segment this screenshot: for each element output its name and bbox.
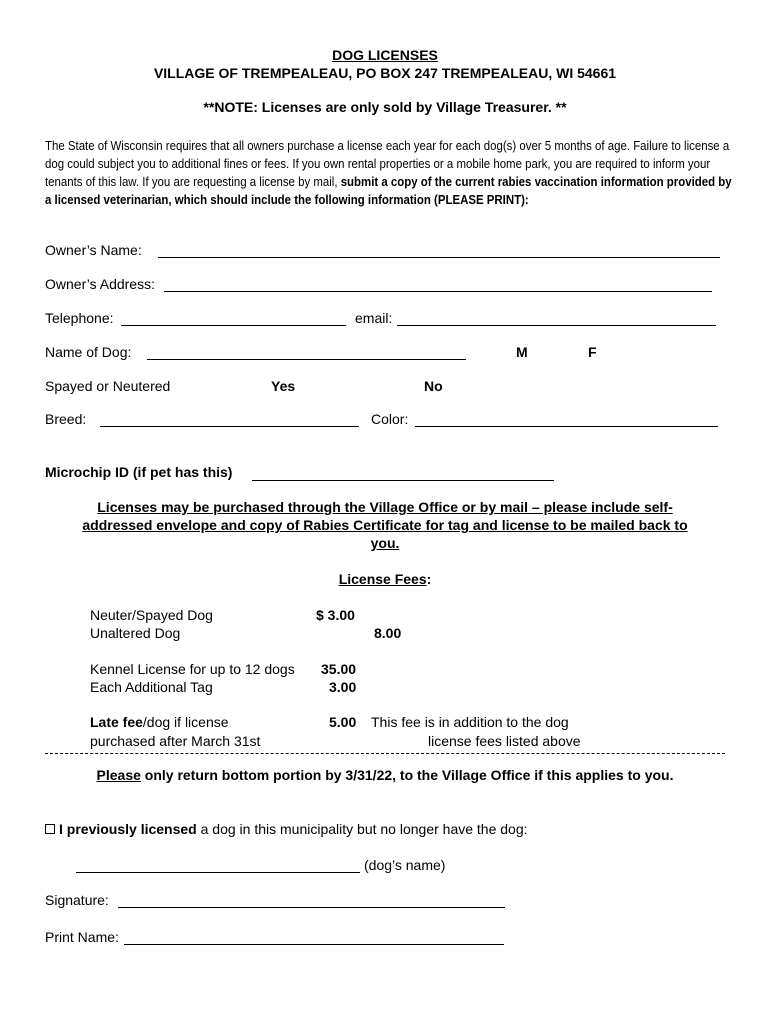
late-fee-label-line2: purchased after March 31st — [90, 733, 261, 749]
signature-label: Signature: — [45, 892, 109, 908]
late-fee-note-line2: license fees listed above — [428, 733, 581, 749]
previously-licensed-statement — [45, 821, 528, 837]
license-fees-heading — [0, 571, 770, 587]
fee-value-unaltered: 8.00 — [374, 625, 402, 641]
return-note — [0, 767, 770, 783]
license-fees-heading-text: License Fees — [338, 571, 427, 587]
previously-licensed-bold: I previously licensed — [59, 821, 197, 837]
cut-line-divider — [45, 753, 725, 754]
microchip-field[interactable] — [252, 480, 554, 481]
license-fees-heading-colon: : — [426, 571, 432, 587]
fee-label-unaltered: Unaltered Dog — [90, 625, 181, 641]
color-label: Color: — [371, 411, 409, 427]
telephone-label: Telephone: — [45, 310, 114, 326]
late-fee-note-line1: This fee is in addition to the dog — [371, 714, 569, 730]
fee-value-neuter-spayed: $ 3.00 — [316, 607, 355, 623]
return-note-rest: only return bottom portion by 3/31/22, to the Village Office if this applies to you. — [140, 767, 674, 783]
email-label: email: — [355, 310, 393, 326]
telephone-field[interactable] — [121, 325, 346, 326]
signature-field[interactable] — [118, 907, 505, 908]
male-option[interactable]: M — [516, 344, 528, 360]
dog-name-label: Name of Dog: — [45, 344, 132, 360]
intro-text: The State of Wisconsin requires that all owners purchase a license each year for each dog(s) over 5 months of age. Failure to license a dog could subject you to additional fines or fees. If you own rental properties or a mobile home park, you are required to inform your tenants of this law. If you are requesting a license by mail, — [45, 138, 730, 189]
email-field[interactable] — [397, 325, 716, 326]
previous-dog-name-label: (dog’s name) — [364, 857, 446, 873]
owner-name-field[interactable] — [158, 257, 720, 258]
breed-label: Breed: — [45, 411, 87, 427]
breed-field[interactable] — [100, 426, 359, 427]
owner-name-label: Owner’s Name: — [45, 242, 142, 258]
intro-bold-text: submit a copy of the current rabies vaccination information provided by a licensed veterinarian, which should include the following information (PLEASE PRINT): — [45, 174, 732, 207]
late-fee-label-bold: Late fee — [90, 714, 143, 730]
spayed-no-option[interactable]: No — [424, 378, 443, 394]
print-name-label: Print Name: — [45, 929, 119, 945]
purchase-note-line1: Licenses may be purchased through the Village Office or by mail – please include self- — [97, 499, 673, 515]
purchase-note-line2: addressed envelope and copy of Rabies Certificate for tag and license to be mailed back to — [82, 517, 688, 533]
purchase-note-line3: you. — [370, 535, 400, 551]
owner-address-field[interactable] — [164, 291, 712, 292]
print-name-field[interactable] — [124, 944, 504, 945]
previously-licensed-checkbox[interactable] — [45, 824, 55, 834]
late-fee-value: 5.00 — [329, 714, 357, 730]
microchip-label: Microchip ID (if pet has this) — [45, 464, 233, 480]
return-note-underlined: Please — [96, 767, 141, 783]
late-fee-label — [90, 714, 229, 730]
previously-licensed-rest: a dog in this municipality but no longer have the dog: — [196, 821, 528, 837]
spayed-neutered-label: Spayed or Neutered — [45, 378, 171, 394]
intro-paragraph — [45, 137, 735, 209]
fee-value-additional-tag: 3.00 — [329, 679, 357, 695]
document-title: DOG LICENSES — [332, 47, 438, 63]
village-address: VILLAGE OF TREMPEALEAU, PO BOX 247 TREMPEALEAU, WI 54661 — [153, 65, 617, 81]
fee-label-neuter-spayed: Neuter/Spayed Dog — [90, 607, 213, 623]
treasurer-note: **NOTE: Licenses are only sold by Village Treasurer. ** — [203, 99, 567, 115]
previous-dog-name-field[interactable] — [76, 872, 360, 873]
female-option[interactable]: F — [588, 344, 597, 360]
fee-label-kennel: Kennel License for up to 12 dogs — [90, 661, 295, 677]
spayed-yes-option[interactable]: Yes — [271, 378, 296, 394]
late-fee-label-rest: /dog if license — [142, 714, 229, 730]
dog-name-field[interactable] — [147, 359, 466, 360]
fee-value-kennel: 35.00 — [321, 661, 357, 677]
color-field[interactable] — [415, 426, 718, 427]
owner-address-label: Owner’s Address: — [45, 276, 155, 292]
fee-label-additional-tag: Each Additional Tag — [90, 679, 213, 695]
